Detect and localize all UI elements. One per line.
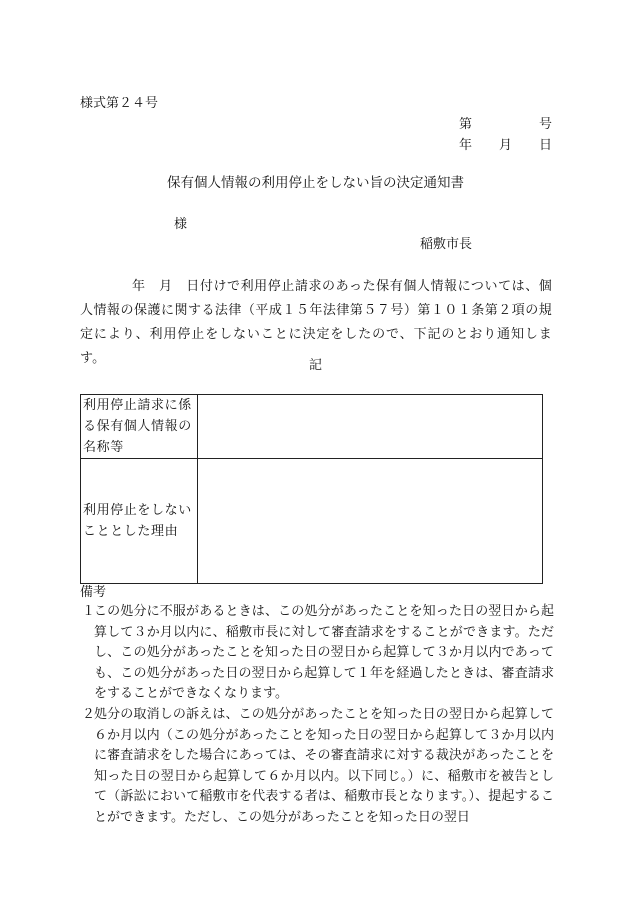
addressee: 様 bbox=[174, 217, 188, 232]
document-number-prefix: 第 bbox=[459, 117, 473, 132]
document-number-suffix: 号 bbox=[539, 117, 553, 132]
remark-text: 処分の取消しの訴えは、この処分があったことを知った日の翌日から起算して６か月以内（この処分があったことを知った日の翌日から起算して３か月以内に審査請求をした場合にあっては、その審査請求に対する裁決があったことを知った日の翌日から起算して６か月以内。以下同じ。）に、稲敷市を被告として（訴訟において稲敷市を代表する者は、稲敷市長となります。）、提起することができます。ただし、この処分があったことを知った日の翌日 bbox=[94, 707, 554, 825]
remark-item bbox=[80, 705, 554, 829]
table-label-info-name: 利用停止請求に係る保有個人情報の名称等 bbox=[81, 395, 198, 459]
body-paragraph: 年 月 日付けで利用停止請求のあった保有個人情報については、個人情報の保護に関する法律（平成１５年法律第５７号）第１０１条第２項の規定により、利用停止をしないことに決定をしたので、下記のとおり通知します。 bbox=[80, 279, 552, 366]
table-row bbox=[81, 459, 543, 584]
remarks-title: 備考 bbox=[80, 585, 107, 600]
date-day: 日 bbox=[539, 138, 553, 153]
remark-number: ２ bbox=[82, 707, 96, 722]
info-table bbox=[80, 394, 543, 584]
ki-heading: 記 bbox=[309, 358, 323, 373]
table-label-reason: 利用停止をしないこととした理由 bbox=[81, 459, 198, 584]
table-value-reason bbox=[198, 459, 543, 584]
form-number: 様式第２４号 bbox=[80, 96, 159, 111]
remark-text: この処分に不服があるときは、この処分があったことを知った日の翌日から起算して３か月以内に、稲敷市長に対して審査請求をすることができます。ただし、この処分があったことを知った日の翌日から起算して３か月以内であっても、この処分があった日の翌日から起算して１年を経過したときは、審査請求をすることができなくなります。 bbox=[94, 604, 554, 702]
remark-item bbox=[80, 602, 554, 705]
sender: 稲敷市長 bbox=[420, 237, 473, 252]
date-year: 年 bbox=[459, 138, 473, 153]
table-value-info-name bbox=[198, 395, 543, 459]
document-title: 保有個人情報の利用停止をしない旨の決定通知書 bbox=[167, 175, 464, 191]
date-month: 月 bbox=[499, 138, 513, 153]
table-row bbox=[81, 395, 543, 459]
remark-number: １ bbox=[82, 604, 96, 619]
